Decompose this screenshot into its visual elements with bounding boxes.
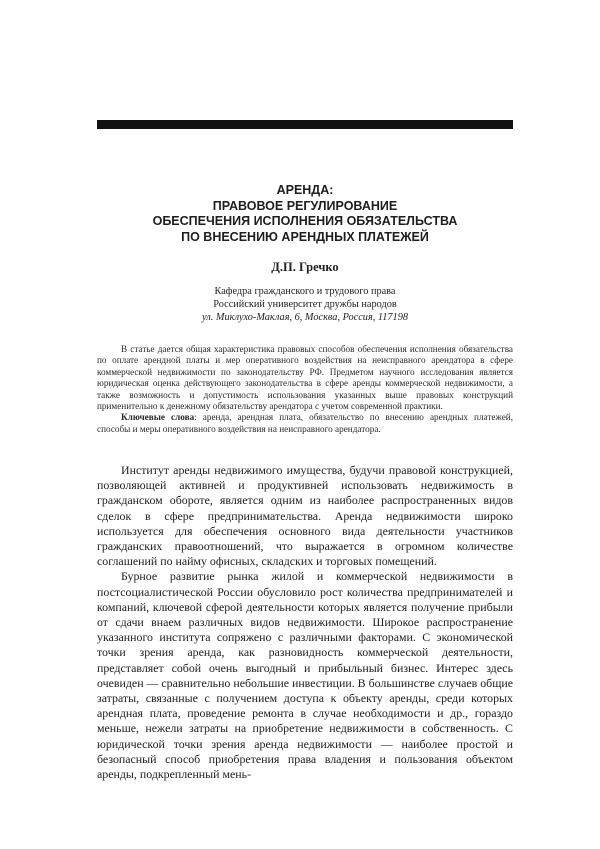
body-paragraph-2: Бурное развитие рынка жилой и коммерческой недвижимости в постсоциалистической России обусловило рост количества предпринимателей и компаний, ключевой сферой деятельности которых является получение прибыли от сдачи внаем различных видов недвижимости. Широкое распространение указанного института сопряжено с различными факторами. С экономической точки зрения аренда, как разновидность коммерческой деятельности, представляет собой очень выгодный и прибыльный бизнес. Интерес здесь очевиден — сравнительно небольшие инвестиции. В большинстве случаев общие затраты, связанные с получением доступа к объекту аренды, среди которых арендная плата, проведение ремонта в случае необходимости и др., гораздо меньше, нежели затраты на приобретение недвижимости в собственность. С юридической точки зрения аренда недвижимости — наиболее простой и безопасный способ приобретения права владения и пользования объектом аренды, подкрепленный мень- xyxy=(97,569,513,782)
abstract-block xyxy=(97,344,513,435)
title-line-1: АРЕНДА: xyxy=(276,183,334,197)
title-line-2: ПРАВОВОЕ РЕГУЛИРОВАНИЕ xyxy=(212,198,398,213)
body-paragraph-1: Институт аренды недвижимого имущества, будучи правовой конструкцией, позволяющей активней и продуктивней использовать недвижимость в гражданском обороте, является одним из наиболее распространенных видов сделок в сфере предпринимательства. Аренда недвижимости широко используется для обеспечения основного вида деятельности участников гражданских правоотношений, что выражается в огромном количестве соглашений по найму офисных, складских и торговых помещений. xyxy=(97,463,513,569)
abstract-text: В статье дается общая характеристика правовых способов обеспечения исполнения обязательства по оплате арендной платы и мер оперативного воздействия на неисправного арендатора в сфере коммерческой недвижимости по законодательству РФ. Предметом научного исследования является юридическая оценка действующего законодательства в сфере аренды коммерческой недвижимости, а также возможность и допустимость использования указанных выше правовых конструкций применительно к денежному обязательству арендатора с учетом современной практики. xyxy=(97,344,513,412)
keywords-paragraph xyxy=(97,412,513,435)
keywords-text: : аренда, арендная плата, обязательство по внесению арендных платежей, способы и меры оперативного воздействия на неисправного арендатора. xyxy=(97,412,513,434)
affiliation-block xyxy=(97,285,513,324)
affiliation-university: Российский университет дружбы народов xyxy=(213,299,397,310)
affiliation-department: Кафедра гражданского и трудового права xyxy=(214,286,396,297)
title-line-3: ОБЕСПЕЧЕНИЯ ИСПОЛНЕНИЯ ОБЯЗАТЕЛЬСТВА xyxy=(152,214,458,228)
keywords-label: Ключевые слова xyxy=(121,412,195,423)
header-rule xyxy=(97,120,513,129)
author-name: Д.П. Гречко xyxy=(271,260,339,274)
article-body xyxy=(97,463,513,782)
title-line-4: ПО ВНЕСЕНИЮ АРЕНДНЫХ ПЛАТЕЖЕЙ xyxy=(181,229,429,244)
affiliation-address: ул. Миклухо-Маклая, 6, Москва, Россия, 117198 xyxy=(201,312,409,323)
article-title xyxy=(97,183,513,245)
